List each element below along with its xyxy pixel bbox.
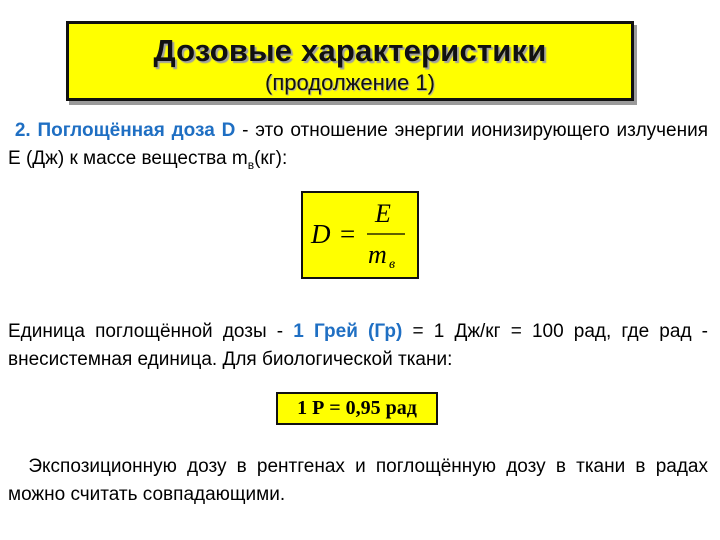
conclusion-paragraph: Экспозиционную дозу в рентгенах и поглощённую дозу в ткани в радах можно считать совпадающими. bbox=[8, 456, 714, 505]
paragraph-number: 2. bbox=[14, 120, 31, 141]
formula-box bbox=[301, 191, 419, 279]
formula-denominator-subscript: в bbox=[389, 257, 396, 272]
formula-lhs: D bbox=[311, 219, 331, 249]
slide-title: Дозовые характеристики bbox=[153, 33, 547, 68]
dose-formula bbox=[303, 193, 417, 277]
unit-paragraph bbox=[8, 318, 708, 374]
definition-text: - это отношение энергии ионизирующего излучения Е (Дж) к массе вещества m bbox=[8, 120, 709, 169]
mass-subscript: в bbox=[247, 158, 255, 172]
unit-text-end: = 1 Дж/кг = 100 рад, где рад - внесистемная единица. Для биологической ткани: bbox=[8, 321, 709, 370]
unit-text: Единица поглощённой дозы - bbox=[8, 321, 294, 342]
slide-subtitle: (продолжение 1) bbox=[265, 70, 435, 95]
formula-denominator: m bbox=[368, 240, 387, 269]
rad-equivalence-box: 1 Р = 0,95 рад bbox=[276, 392, 438, 425]
definition-text-end: (кг): bbox=[254, 148, 288, 169]
formula-equals: = bbox=[340, 219, 356, 249]
gray-unit: 1 Грей (Гр) bbox=[293, 321, 403, 342]
title-banner bbox=[66, 21, 634, 101]
absorbed-dose-term: Поглощённая доза D bbox=[37, 120, 236, 141]
formula-numerator: E bbox=[375, 199, 391, 228]
definition-paragraph bbox=[8, 117, 708, 179]
